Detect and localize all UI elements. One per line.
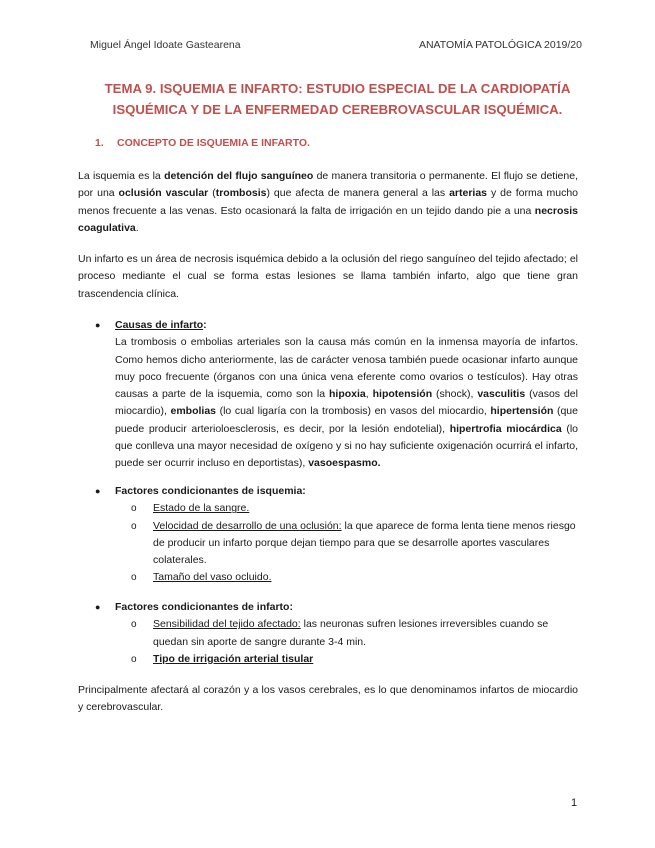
title-line-1: TEMA 9. ISQUEMIA E INFARTO: ESTUDIO ESPECIAL DE LA CARDIOPATÍA <box>104 81 571 96</box>
list-item: o Tamaño del vaso ocluido. <box>153 569 578 586</box>
bullet-heading: Factores condicionantes de infarto: <box>115 601 293 613</box>
header-author: Miguel Ángel Idoate Gastearena <box>90 39 241 51</box>
bullet-ischemia-factors <box>95 483 578 587</box>
bullet-icon: ● <box>95 602 101 612</box>
list-item: o Velocidad de desarrollo de una oclusión: la que aparece de forma lenta tiene menos riesgo de producir un infarto porque dejan tiempo para que se desarrolle aportes vasculares colaterales. <box>131 519 576 567</box>
bullet-heading: Factores condicionantes de isquemia: <box>115 485 306 497</box>
header-course: ANATOMÍA PATOLÓGICA 2019/20 <box>418 39 582 51</box>
list-item: o Sensibilidad del tejido afectado: las neuronas sufren lesiones irreversibles cuando se quedan sin aporte de sangre durante 3-4 min. <box>131 618 549 648</box>
circle-bullet-icon: o <box>131 520 137 532</box>
bullet-icon: ● <box>95 486 101 496</box>
section-heading <box>95 137 310 149</box>
document-title <box>60 78 615 120</box>
circle-bullet-icon: o <box>131 619 137 631</box>
list-item: o Tipo de irrigación arterial tisular <box>153 651 578 668</box>
circle-bullet-icon: o <box>131 572 137 584</box>
bullet-body: La trombosis o embolias arteriales son la causa más común en la inmensa mayoría de infartos. Como hemos dicho anteriormente, las de carácter venosa también puede ocasionar infarto aunque muy poco frecuente (órganos con una única vena eferente como ovarios o testículos). Hay otras causas a parte de la isquemia, como son la hipoxia, hipotensión (shock), vasculitis (vasos del miocardio), embolias (lo cual ligaría con la trombosis) en vasos del miocardio, hipertensión (que puede producir arterioloesclerosis, es decir, por la lesión endotelial), hipertrofia miocárdica (lo que conlleva una mayor necesidad de oxígeno y si no hay suficiente oxigenación ocurrirá el infarto, puede ser ocurrir incluso en deportistas), vasoespasmo. <box>115 336 578 470</box>
paragraph-infarct-definition: Un infarto es un área de necrosis isquémica debido a la oclusión del riego sanguíneo del tejido afectado; el proceso mediante el cual se forma estas lesiones se llama también infarto, algo que tiene gran trascendencia clínica. <box>78 253 578 300</box>
circle-bullet-icon: o <box>131 653 137 665</box>
bullet-icon: ● <box>95 320 101 330</box>
bullet-causes <box>95 317 578 473</box>
page-number: 1 <box>571 797 578 809</box>
circle-bullet-icon: o <box>131 503 137 515</box>
bullet-infarct-factors <box>95 599 578 668</box>
section-title: CONCEPTO DE ISQUEMIA E INFARTO. <box>117 137 310 149</box>
paragraph-ischemia-definition: La isquemia es la detención del flujo sanguíneo de manera transitoria o permanente. El flujo se detiene, por una oclusión vascular (trombosis) que afecta de manera general a las arterias y de forma mucho menos frecuente a las venas. Esto ocasionará la falta de irrigación en un tejido dando pie a una necrosis coagulativa. <box>78 170 579 234</box>
list-item: o Estado de la sangre. <box>153 500 578 517</box>
bullet-heading: Causas de infarto: <box>115 319 207 331</box>
section-number: 1. <box>95 137 104 149</box>
title-line-2: ISQUÉMICA Y DE LA ENFERMEDAD CEREBROVASCULAR ISQUÉMICA. <box>112 102 563 117</box>
paragraph-conclusion: Principalmente afectará al corazón y a los vasos cerebrales, es lo que denominamos infartos de miocardio y cerebrovascular. <box>78 684 578 714</box>
